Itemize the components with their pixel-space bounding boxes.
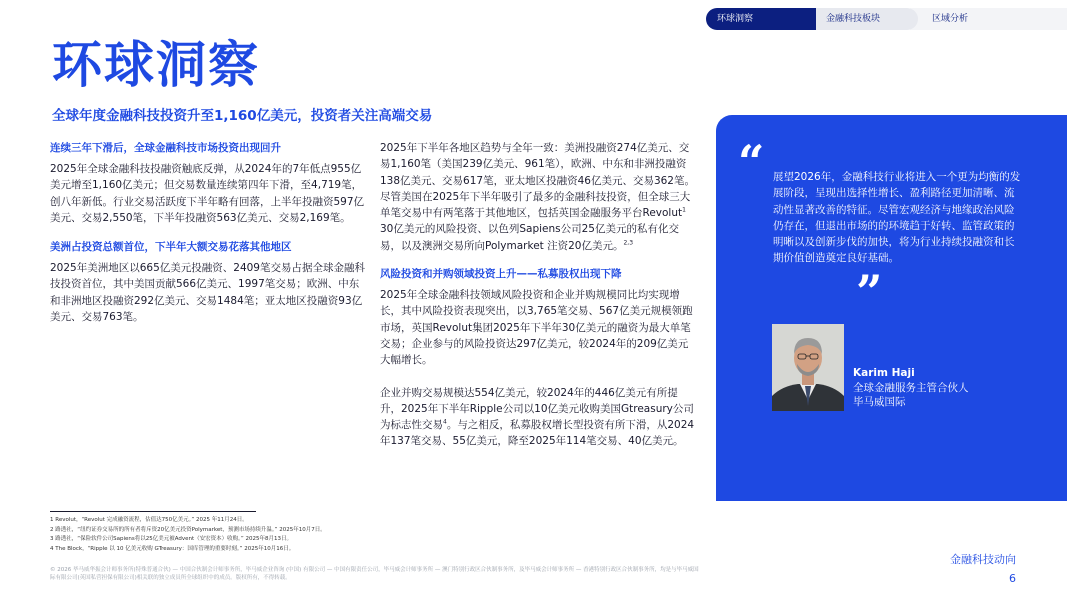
footnote-ref: 2,3	[623, 239, 634, 247]
paragraph-text: 2025年下半年各地区趋势与全年一致：美洲投融资274亿美元、交易1,160笔（美国239亿美元、961笔），欧洲、中东和非洲投融资138亿美元、交易617笔，亚太地区投融资46亿美元、交易362笔。尽管美国在2025年下半年吸引了最多的金融科技投资，但全球三大单笔交易中有两笔落于其他地区，包括英国金融服务平台Revolut	[380, 142, 695, 220]
footnote: 1 Revolut，“Revolut 完成融资流程，估值达750亿美元。” 2025 年11月24日。	[50, 517, 248, 523]
section-heading: 风险投资和并购领域投资上升——私募股权出现下降	[380, 268, 622, 281]
paragraph-text: 。与之相反，私募股权增长型投资有所下滑，从2024年137笔交易、55亿美元，降至2025年114笔交易、40亿美元。	[380, 419, 695, 448]
person-role: 全球金融服务主管合伙人	[853, 382, 969, 394]
left-column	[50, 140, 368, 325]
footnote: 2 路透社，“纽约证券交易所的所有者将斥资20亿美元投资Polymarket，预测市场持续升温。” 2025年10月7日。	[50, 526, 326, 533]
person-name: Karim Haji	[853, 367, 915, 379]
footnote: 3 路透社，“保险软件公司Sapiens将以25亿美元被Advent（安宏资本）收购。” 2025年8月13日。	[50, 536, 292, 542]
quote-panel	[716, 115, 1067, 501]
open-quote-icon: “	[738, 135, 765, 189]
section-paragraph	[380, 385, 698, 450]
avatar	[772, 324, 844, 411]
tab-regional-analysis[interactable]: 区域分析	[910, 8, 1067, 30]
section-paragraph: 2025年全球金融科技领域风险投资和企业并购规模同比均实现增长，其中风险投资表现突出，以3,765笔交易、567亿美元规模领跑市场，英国Revolut集团2025年下半年30亿美元的融资为最大单笔交易；企业参与的风险投资达297亿美元，较2024年的209亿美元大幅增长。	[380, 289, 693, 367]
regional-trends-paragraph	[380, 140, 698, 254]
top-nav	[706, 8, 1067, 30]
footnote: 4 The Block，“Ripple 以 10 亿美元收购 GTreasury：国库管理的重要时刻。” 2025年10月16日。	[50, 545, 295, 552]
section-paragraph: 2025年美洲地区以665亿美元投融资、2409笔交易占据全球金融科技投资首位，其中美国贡献566亿美元、1997笔交易；欧洲、中东和非洲地区投融资292亿美元、交易1484笔；亚太地区投融资93亿美元、交易763笔。	[50, 262, 365, 324]
footnote-divider	[50, 511, 256, 512]
page-title: 环球洞察	[52, 36, 260, 94]
section-heading: 美洲占投资总额首位，下半年大额交易花落其他地区	[50, 241, 292, 254]
section-paragraph: 2025年全球金融科技投融资触底反弹，从2024年的7年低点955亿美元增至1,160亿美元；但交易数量连续第四年下滑，至4,719笔，创八年新低。行业交易活跃度下半年略有回落，上半年投融资597亿美元、交易2,550笔，下半年投融资563亿美元、交易2,169笔。	[50, 163, 365, 224]
quote-text: 展望2026年，金融科技行业将进入一个更为均衡的发展阶段，呈现出选择性增长、盈利路径更加清晰、流动性显著改善的特征。尽管宏观经济与地缘政治风险仍存在，但退出市场的的环境趋于好转、监管政策的明晰以及创新步伐的加快，将为行业持续投融资和长期价值创造奠定良好基础。	[773, 171, 1021, 265]
footnote-ref: 1	[682, 206, 686, 214]
footnotes	[50, 516, 450, 554]
close-quote-icon: ”	[856, 265, 883, 319]
legal-disclaimer: © 2026 毕马威华振会计师事务所(特殊普通合伙) — 中国合伙制会计师事务所，毕马威企业咨询 (中国) 有限公司 — 中国有限责任公司，毕马威会计师事务所 — 澳门特别行政区合伙制事务所，及毕马威会计师事务所 — 香港特别行政区合伙制事务所，均是与毕马威国际有限公司(英国私营担保有限公司)相关联的独立成员所全球组织中的成员。版权所有，不得转载。	[50, 567, 699, 581]
paragraph-text: 30亿美元的风险投资、以色列Sapiens公司25亿美元的私有化交易，以及澳洲交易所向Polymarket 注资20亿美元。	[380, 223, 679, 252]
footer-publication-title: 金融科技动向	[950, 553, 1016, 566]
page-number: 6	[1009, 572, 1016, 585]
footnote-ref: 4	[443, 418, 447, 426]
page-subtitle: 全球年度金融科技投资升至1,160亿美元，投资者关注高端交易	[52, 108, 433, 124]
person-organization: 毕马威国际	[853, 396, 906, 408]
portrait-icon	[772, 324, 844, 411]
paragraph-text: 企业并购交易规模达554亿美元，较2024年的446亿美元有所提升，2025年下半年Ripple公司以10亿美元收购美国Gtreasury公司为标志性交易	[380, 386, 694, 432]
tab-global-insights[interactable]: 环球洞察	[706, 8, 816, 30]
tab-fintech-sector[interactable]: 金融科技板块	[808, 8, 918, 30]
section-heading: 连续三年下滑后，全球金融科技市场投资出现回升	[50, 142, 281, 154]
middle-column	[380, 140, 698, 450]
